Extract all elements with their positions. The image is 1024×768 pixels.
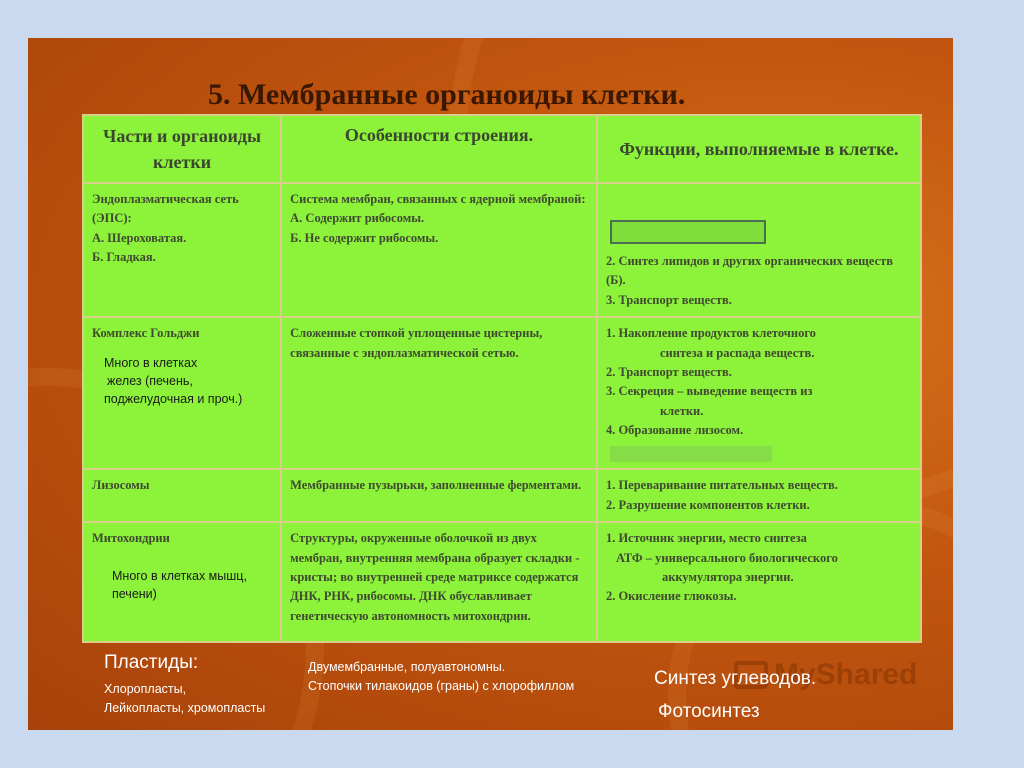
text-line: Система мембран, связанных с ядерной мембраной: <box>290 192 586 206</box>
text-line: 2. Разрушение компонентов клетки. <box>605 497 810 512</box>
cell-structure <box>281 522 597 642</box>
slide <box>28 38 953 730</box>
text-line: Комплекс Гольджи <box>92 326 200 341</box>
text-line: 3. Транспорт веществ. <box>605 292 732 307</box>
cell-structure <box>281 469 597 522</box>
note-line: Много в клетках <box>104 355 198 370</box>
text-line: Б. Не содержит рибосомы. <box>290 230 439 245</box>
text-line: Мембранные пузырьки, заполненные ферментами. <box>290 478 582 493</box>
note-line: печени) <box>112 586 157 601</box>
text-line: 2. Синтез липидов и других органических веществ (Б). <box>605 254 894 288</box>
text-line: клетки. <box>659 403 704 418</box>
text-line: Эндоплазматическая сеть (ЭПС): <box>92 192 239 226</box>
cell-structure <box>281 183 597 317</box>
text-line: А. Содержит рибосомы. <box>290 211 425 226</box>
watermark-text: MyShared <box>774 658 918 691</box>
cell-functions <box>597 469 921 522</box>
cover-strip <box>610 446 772 462</box>
text-line: 2. Транспорт веществ. <box>605 364 732 379</box>
text-line: Хлоропласты, <box>104 682 187 696</box>
text-line: 2. Окисление глюкозы. <box>605 589 737 604</box>
note-line: желез (печень, <box>107 373 193 388</box>
table-row <box>83 469 921 522</box>
text-line: 1. Источник энергии, место синтеза <box>605 531 807 546</box>
text-line: Двумембранные, полуавтономны. <box>308 660 506 674</box>
slide-title: 5. Мембранные органоиды клетки. <box>208 78 686 111</box>
text-line: 3. Секреция – выведение веществ из <box>605 384 813 399</box>
plastids-function-2: Фотосинтез <box>658 701 760 722</box>
text-line: Лизосомы <box>92 478 150 493</box>
header-functions: Функции, выполняемые в клетке. <box>597 115 921 183</box>
cell-structure <box>281 317 597 469</box>
plastids-types <box>104 680 265 719</box>
table-row <box>83 522 921 642</box>
table-row <box>83 317 921 469</box>
text-line: Лейкопласты, хромопласты <box>104 701 266 716</box>
note-mito <box>92 567 272 603</box>
note-line: Много в клетках мышц, <box>112 568 247 583</box>
cell-part <box>83 183 281 317</box>
text-line: 1. Переваривание питательных веществ. <box>605 478 838 493</box>
table-header-row <box>83 115 921 183</box>
text-line: Структуры, окруженные оболочкой из двух мембран, внутренняя мембрана образует складки - кристы; во внутренней среде матриксе содержатся ДНК, РНК, рибосомы. ДНК обуславливает генетическую автономность митохондрии. <box>290 531 580 623</box>
text-line: Митохондрии <box>92 531 170 546</box>
text-line: Сложенные стопкой уплощенные цистерны, связанные с эндоплазматической сетью. <box>290 326 543 360</box>
cell-functions <box>597 317 921 469</box>
plastids-structure <box>308 658 574 697</box>
cell-part <box>83 522 281 642</box>
cover-box <box>610 220 766 244</box>
note-golgi <box>92 354 272 408</box>
text-line: А. Шероховатая. <box>92 230 187 245</box>
note-line: поджелудочная и проч.) <box>104 391 243 406</box>
organelles-table <box>82 114 922 643</box>
plastids-title: Пластиды: <box>104 652 199 673</box>
text-line: АТФ – универсального биологического <box>615 550 838 565</box>
text-line: аккумулятора энергии. <box>661 569 794 584</box>
text-line: синтеза и распада веществ. <box>659 345 815 360</box>
text-line: Б. Гладкая. <box>92 250 156 265</box>
table-row <box>83 183 921 317</box>
plastids-function-1: Синтез углеводов. <box>654 668 817 689</box>
text-line: Стопочки тилакоидов (граны) с хлорофиллом <box>308 679 575 694</box>
cell-part <box>83 469 281 522</box>
text-line: 4. Образование лизосом. <box>605 423 744 437</box>
cell-functions <box>597 183 921 317</box>
cell-functions <box>597 522 921 642</box>
header-parts: Части и органоиды клетки <box>83 115 281 183</box>
text-line: 1. Накопление продуктов клеточного <box>605 326 816 341</box>
header-structure: Особенности строения. <box>281 115 597 183</box>
cell-part <box>83 317 281 469</box>
